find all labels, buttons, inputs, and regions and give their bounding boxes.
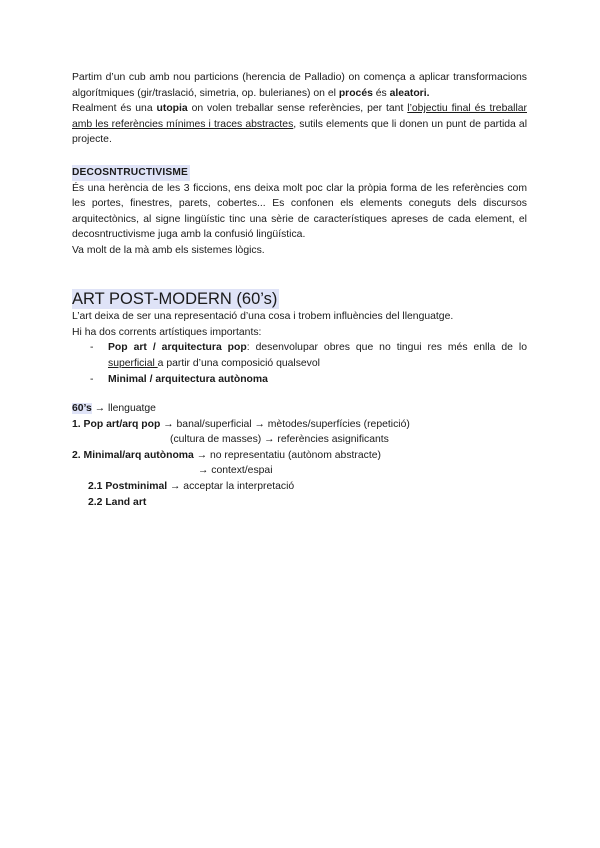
underlined-phrase: l’objectiu final és treballar amb les referències mínimes i traces abstractes	[72, 103, 527, 130]
bold-term-aleatori: aleatori.	[389, 87, 430, 99]
bold-term: 2.2 Land art	[88, 496, 147, 508]
text: a partir d’una composició qualsevol	[157, 357, 320, 369]
text: és	[372, 87, 390, 99]
outline-line-land-art	[72, 495, 527, 511]
bold-term-60s: 60’s	[72, 403, 92, 415]
text: Realment és una	[72, 103, 157, 115]
paragraph-deconstructivism: És una herència de les 3 ficcions, ens deixa molt poc clar la pròpia forma de les referències com les portes, finestres, parets, cobertes... Es confonen els elements coneguts dels discursos arquitectònics, al signe lingüístic tinc una sèrie de característiques apreses de cada element, el decosntructivisme juga amb la confusió lingüística.	[72, 182, 527, 241]
paragraph-logic-systems: Va molt de la mà amb els sistemes lògics.	[72, 244, 265, 256]
dash-bullet: -	[90, 373, 94, 385]
paragraph-currents: Hi ha dos corrents artístiques importants:	[72, 326, 262, 338]
list-item-minimal	[72, 372, 527, 388]
document-page	[72, 70, 527, 510]
text: on volen treballar sense referències, per tant	[187, 103, 408, 115]
outline-line-60s	[72, 401, 527, 417]
text: , sutils elements que li donen un punt de partida al projecte.	[72, 118, 528, 146]
section-heading-deconstructivism: DECOSNTRUCTIVISME	[72, 165, 190, 181]
text: Partim d’un cub amb nou particions (herencia de Palladio) on comença a aplicar transformacions algorítmiques (gir/traslació, simetria, op. bulerianes) on el	[72, 72, 527, 99]
paragraph-postmodern-intro: L’art deixa de ser una representació d’una cosa i trobem influències del llenguatge.	[72, 311, 454, 323]
outline-line-minimal	[72, 448, 527, 464]
underlined-word: superficial	[108, 357, 158, 369]
bold-term: Pop art / arquitectura pop	[108, 342, 247, 354]
text: → banal/superficial → mètodes/superfícies (repetició)	[160, 418, 410, 430]
bold-term-utopia: utopia	[156, 103, 188, 115]
outline-line-pop	[72, 417, 527, 433]
bold-term: 2.1 Postminimal	[88, 481, 168, 493]
text: → no representatiu (autònom abstracte)	[193, 449, 381, 461]
paragraph-cube	[72, 70, 527, 101]
currents-list	[72, 340, 527, 387]
paragraph-utopia	[72, 101, 527, 148]
list-item-pop-art	[72, 340, 527, 371]
text: → acceptar la interpretació	[167, 481, 295, 493]
bold-term-proces: procés	[338, 87, 373, 99]
bold-term: 1. Pop art/arq pop	[72, 418, 161, 430]
outline-line-minimal-cont: → context/espai	[198, 465, 273, 477]
section-heading-post-modern: ART POST-MODERN (60’s)	[72, 289, 278, 308]
outline-line-pop-cont: (cultura de masses) → referències asignificants	[170, 434, 389, 446]
text: → llenguatge	[91, 403, 156, 415]
bold-term: Minimal / arquitectura autònoma	[108, 373, 268, 385]
outline-line-postminimal	[72, 479, 527, 495]
bold-term: 2. Minimal/arq autònoma	[72, 449, 194, 461]
dash-bullet: -	[90, 342, 94, 354]
text: : desenvolupar obres que no tingui res més enlla de lo	[246, 342, 527, 354]
